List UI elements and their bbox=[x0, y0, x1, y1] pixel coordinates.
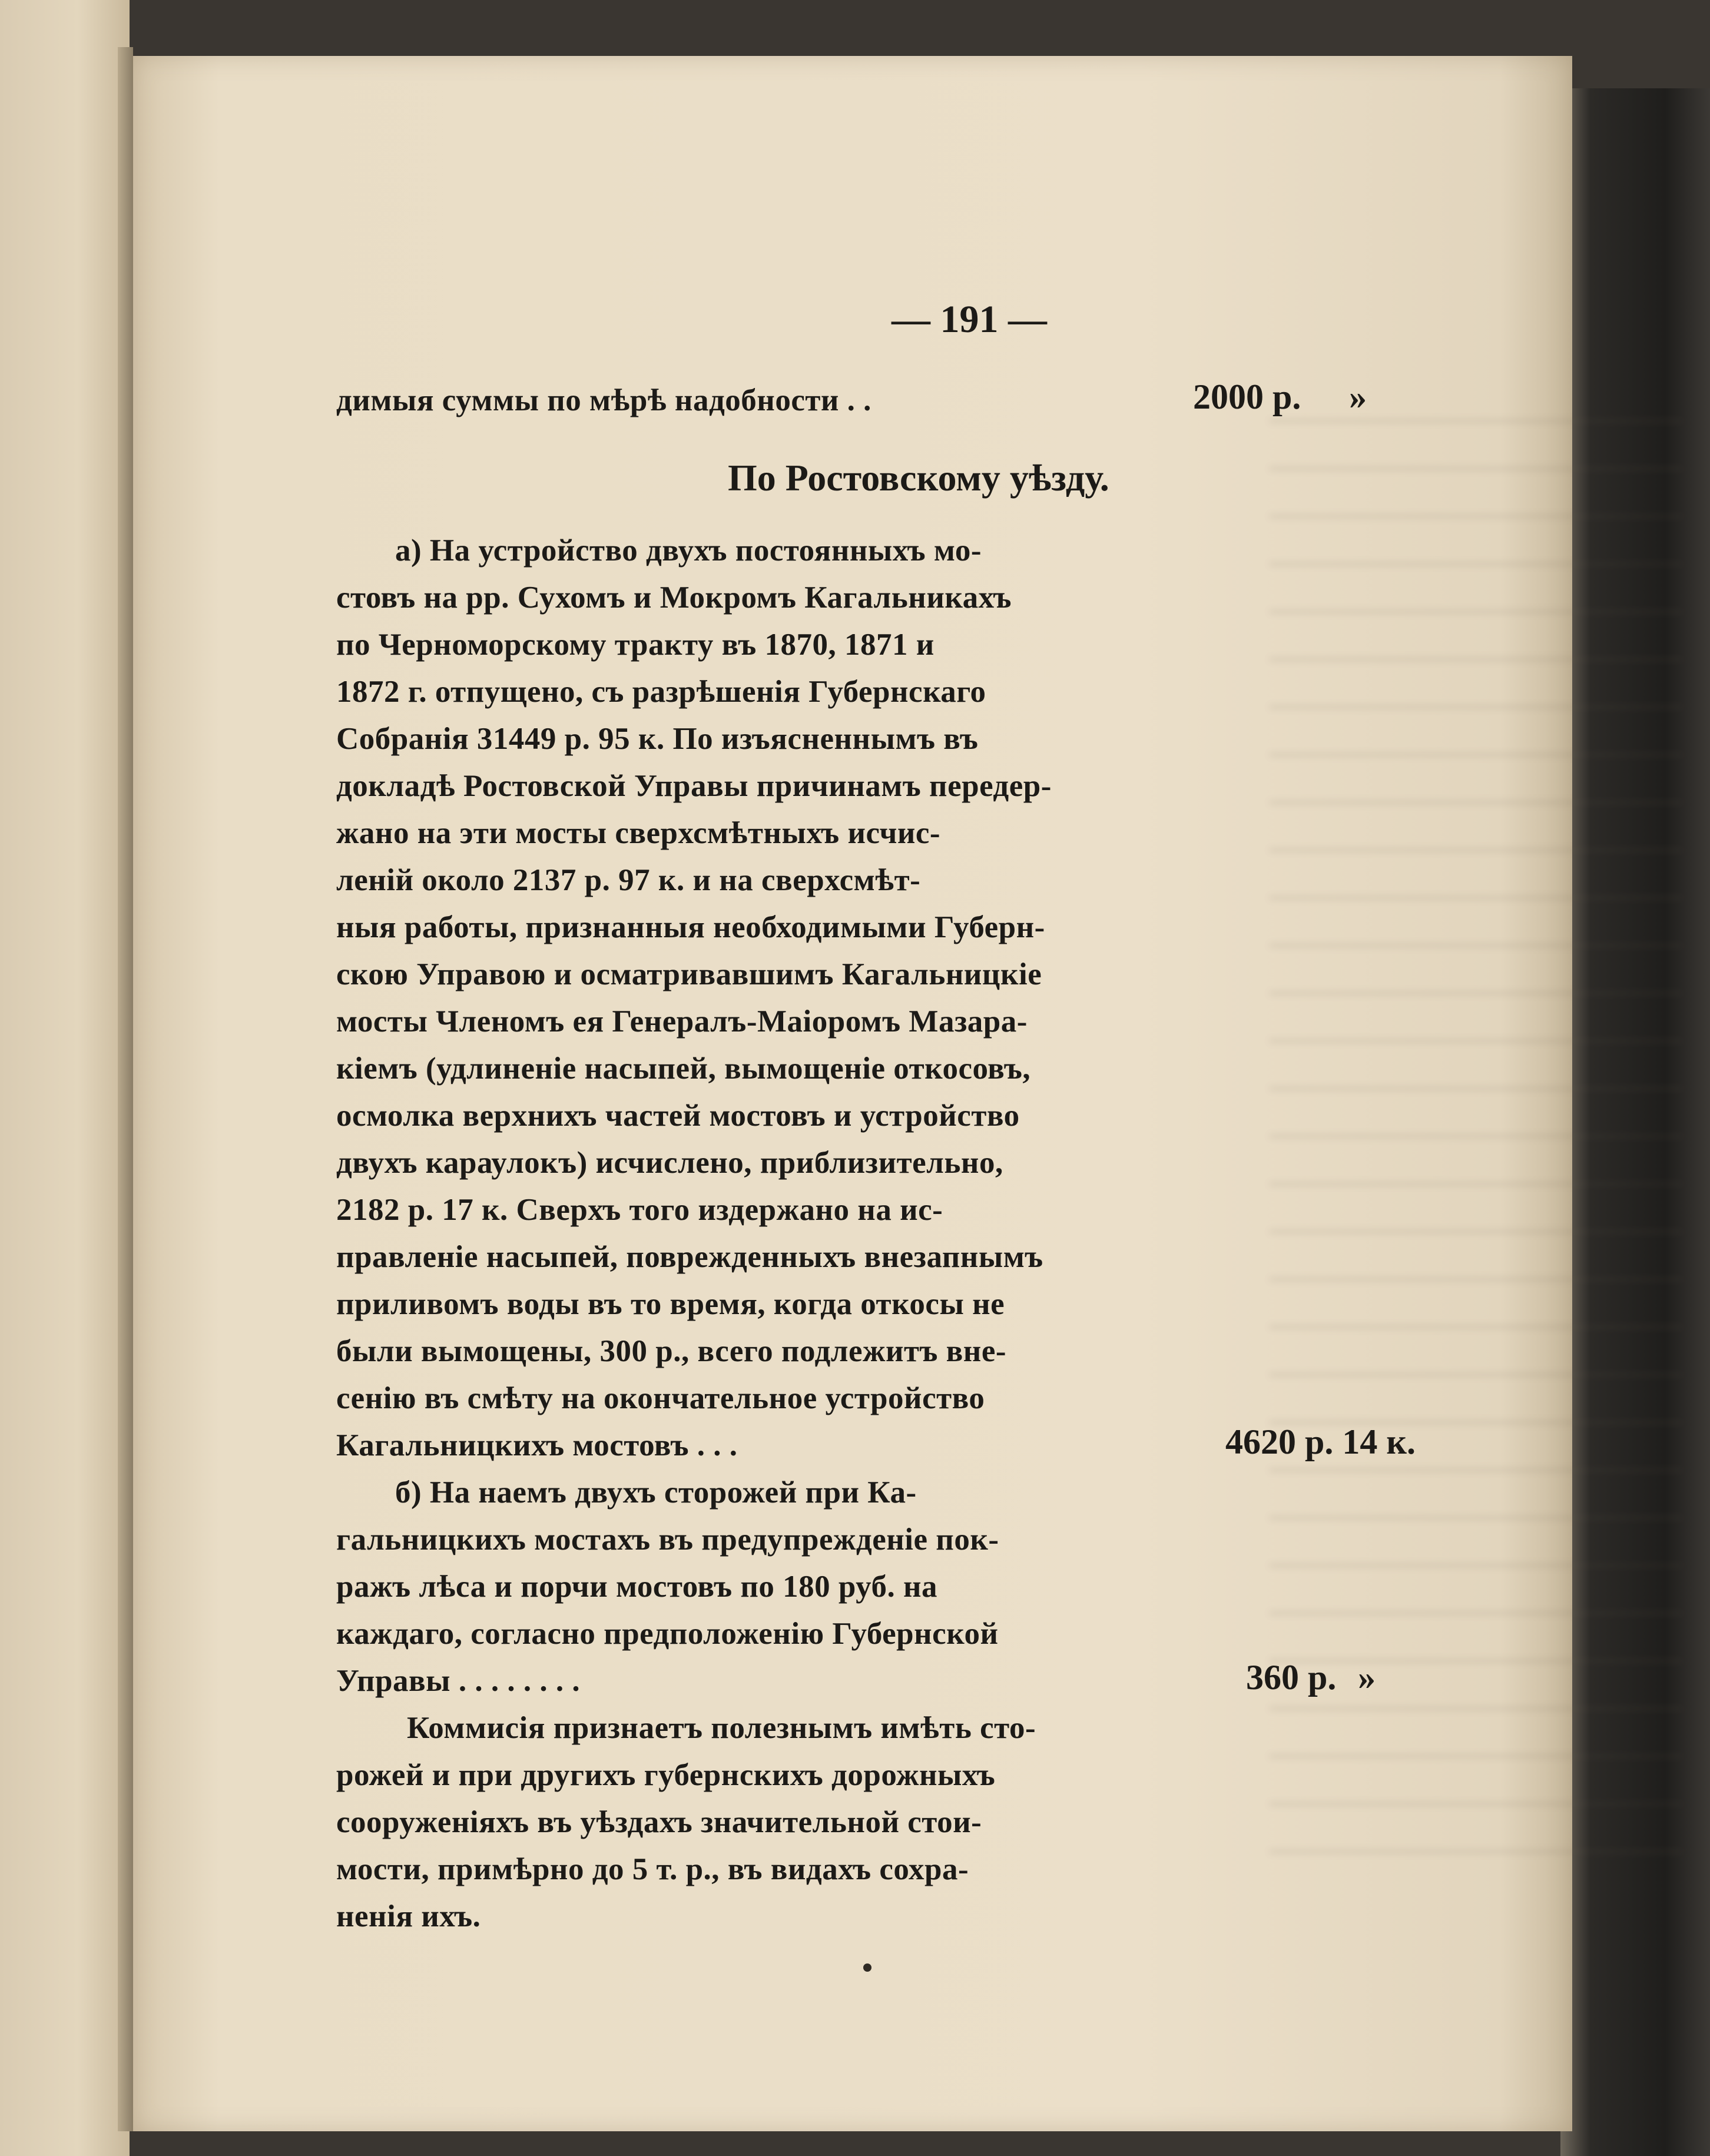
text-line-3: а) На устройство двухъ постоянныхъ мо- bbox=[395, 533, 982, 568]
amount-3: 360 р. bbox=[1246, 1658, 1337, 1697]
text-line-30: сооруженіяхъ въ уѣздахъ значительной стои- bbox=[336, 1805, 982, 1839]
amount-1-mark: » bbox=[1349, 377, 1367, 416]
left-page-shadow bbox=[118, 47, 133, 2131]
amount-3-mark: » bbox=[1358, 1658, 1376, 1697]
ink-speck bbox=[863, 1963, 871, 1972]
text-line-4: стовъ на рр. Сухомъ и Мокромъ Кагальникахъ bbox=[336, 581, 1012, 615]
text-line-5: по Черноморскому тракту въ 1870, 1871 и bbox=[336, 628, 934, 662]
text-line-7: Собранія 31449 р. 95 к. По изъясненнымъ въ bbox=[336, 722, 979, 756]
text-line-25: ражъ лѣса и порчи мостовъ по 180 руб. на bbox=[336, 1570, 938, 1604]
text-line-18: правленіе насыпей, поврежденныхъ внезапнымъ bbox=[336, 1240, 1043, 1274]
text-line-26: каждаго, согласно предположенію Губернской bbox=[336, 1617, 999, 1651]
text-line-1: димыя суммы по мѣрѣ надобности . . bbox=[336, 383, 871, 417]
text-line-8: докладѣ Ростовской Управы причинамъ передер- bbox=[336, 769, 1052, 803]
text-line-31: мости, примѣрно до 5 т. р., въ видахъ сохра- bbox=[336, 1852, 969, 1886]
text-line-20: были вымощены, 300 р., всего подлежитъ внe- bbox=[336, 1334, 1006, 1368]
text-line-12: скою Управою и осматривавшимъ Кагальницкіе bbox=[336, 957, 1042, 991]
page-number: — 191 — bbox=[892, 298, 1047, 341]
text-line-14: кіемъ (удлиненіе насыпей, вымощеніе откосовъ, bbox=[336, 1052, 1031, 1086]
text-line-11: ныя работы, признанныя необходимыми Губерн- bbox=[336, 910, 1045, 944]
text-line-28: Коммисія признаетъ полезнымъ имѣть сто- bbox=[407, 1711, 1036, 1745]
text-line-10: леній около 2137 р. 97 к. и на сверхсмѣт- bbox=[336, 863, 921, 897]
left-page-edge bbox=[0, 0, 130, 2156]
text-line-24: гальницкихъ мостахъ въ предупрежденіе пок- bbox=[336, 1523, 999, 1557]
text-line-21: сенію въ смѣту на окончательное устройство bbox=[336, 1381, 985, 1415]
section-heading: По Ростовскому уѣзду. bbox=[728, 457, 1109, 499]
text-line-16: двухъ караулокъ) исчислено, приблизительно, bbox=[336, 1146, 1003, 1180]
text-line-29: рожей и при другихъ губернскихъ дорожныхъ bbox=[336, 1758, 996, 1792]
text-line-32: ненія ихъ. bbox=[336, 1899, 481, 1933]
text-line-13: мосты Членомъ ея Генералъ-Маіоромъ Мазара- bbox=[336, 1004, 1028, 1039]
amount-2: 4620 р. 14 к. bbox=[1225, 1422, 1416, 1461]
bleed-through-text bbox=[1270, 386, 1682, 1858]
text-line-17: 2182 р. 17 к. Сверхъ того издержано на ис- bbox=[336, 1193, 943, 1227]
text-line-6: 1872 г. отпущено, съ разрѣшенія Губернскаго bbox=[336, 675, 986, 709]
amount-1: 2000 р. bbox=[1193, 377, 1301, 416]
text-line-23: б) На наемъ двухъ сторожей при Ка- bbox=[395, 1475, 917, 1510]
text-line-22: Кагальницкихъ мостовъ . . . bbox=[336, 1428, 738, 1462]
text-line-19: приливомъ воды въ то время, когда откосы не bbox=[336, 1287, 1005, 1321]
text-line-27: Управы . . . . . . . . bbox=[336, 1664, 581, 1698]
text-line-9: жано на эти мосты сверхсмѣтныхъ исчис- bbox=[336, 816, 941, 850]
text-line-15: осмолка верхнихъ частей мостовъ и устройство bbox=[336, 1099, 1020, 1133]
book-page bbox=[133, 56, 1572, 2131]
